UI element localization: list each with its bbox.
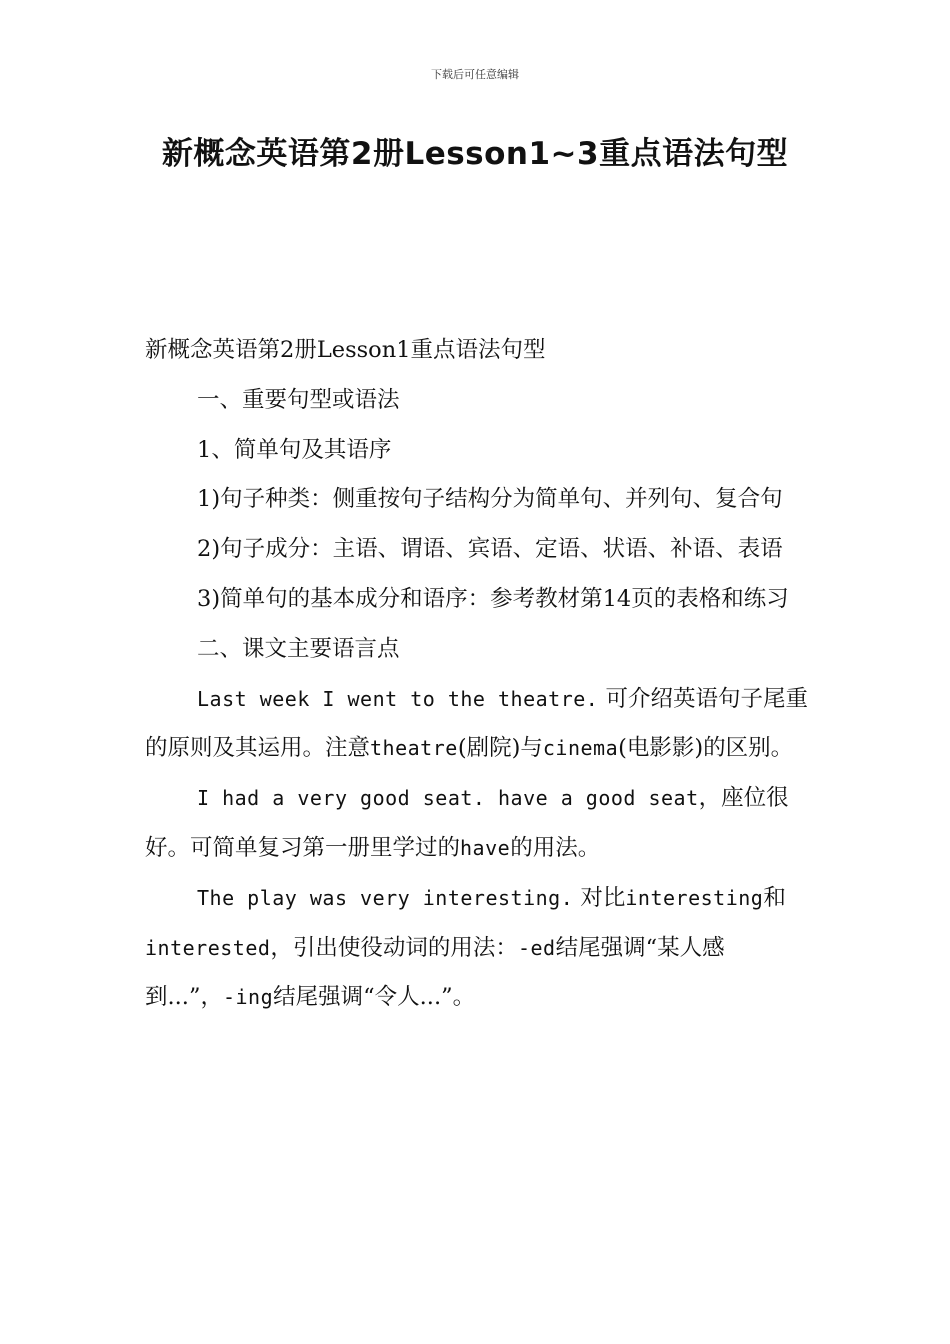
example-sentence: I had a very good seat. have a good seat [197, 786, 699, 811]
point-sentence-components: 2)句子成分：主语、谓语、宾语、定语、状语、补语、表语 [197, 536, 783, 563]
explanation-text: 和 [763, 884, 786, 911]
section-heading-grammar: 一、重要句型或语法 [197, 386, 400, 413]
document-body [145, 326, 810, 1023]
explanation-text: ，引出使役动词的用法： [270, 934, 518, 961]
item-heading-simple-sentence: 1、简单句及其语序 [197, 436, 392, 463]
point-word-order: 3)简单句的基本成分和语序：参考教材第14页的表格和练习 [197, 585, 789, 612]
explanation-text: 结尾强调“某人感到...”， [145, 934, 725, 1011]
paragraph-seat [145, 774, 810, 874]
explanation-text: 对比 [573, 884, 626, 911]
explanation-text: ，座位很好。可简单复习第一册里学过的 [145, 785, 789, 861]
explanation-text: (电影影)的区别。 [618, 735, 794, 762]
explanation-text: 的用法。 [510, 834, 601, 861]
explanation-text: 可介绍英语句子尾重的原则及其运用。注意 [145, 685, 808, 762]
keyword: -ing [222, 985, 274, 1010]
section-heading-language-points: 二、课文主要语言点 [197, 635, 400, 662]
explanation-text: (剧院)与 [457, 735, 543, 762]
keyword: interested [145, 935, 271, 960]
point-sentence-types: 1)句子种类：侧重按句子结构分为简单句、并列句、复合句 [197, 486, 783, 513]
example-sentence: The play was very interesting. [197, 885, 574, 910]
keyword: have [460, 835, 511, 860]
example-sentence: Last week I went to the theatre. [197, 686, 599, 711]
explanation-text: 结尾强调“令人...”。 [273, 984, 476, 1011]
keyword: theatre [370, 736, 458, 761]
header-note: 下载后可任意编辑 [431, 68, 519, 81]
keyword: interesting [625, 885, 764, 910]
keyword: -ed [517, 935, 556, 960]
document-title: 新概念英语第2册Lesson1~3重点语法句型 [161, 136, 789, 172]
paragraph-play [145, 874, 810, 1023]
keyword: cinema [542, 736, 619, 761]
paragraph-theatre [145, 675, 810, 775]
lesson-subtitle: 新概念英语第2册Lesson1重点语法句型 [145, 337, 546, 363]
